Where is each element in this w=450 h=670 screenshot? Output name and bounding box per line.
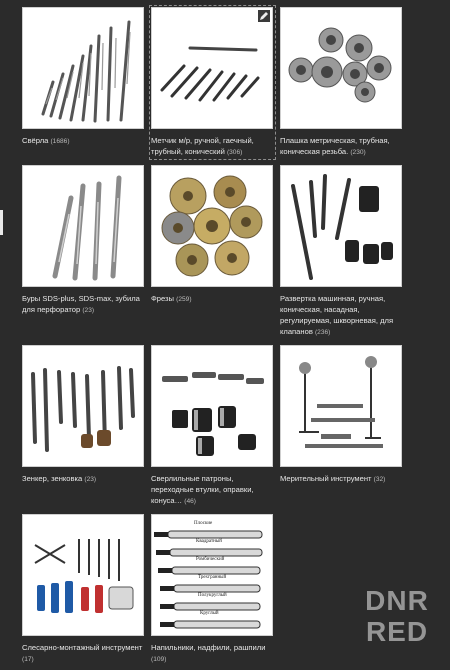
category-count: (46) — [184, 498, 197, 505]
category-caption-files[interactable] — [151, 642, 273, 665]
category-caption-fitting-tools[interactable] — [22, 642, 144, 665]
files-labels — [152, 515, 272, 635]
category-image-drills[interactable] — [22, 7, 144, 129]
category-caption-chucks[interactable] — [151, 473, 273, 507]
watermark-line-2: RED — [365, 616, 429, 647]
category-label[interactable]: Фрезы — [151, 294, 174, 303]
file-type-label: Трехгранный — [198, 575, 227, 580]
category-count: (1686) — [50, 138, 70, 145]
category-card-chucks[interactable] — [151, 345, 273, 507]
category-label[interactable]: Метчик м/р, ручной, гаечный, трубный, конический — [151, 136, 254, 156]
category-card-files[interactable] — [151, 514, 273, 665]
category-image-chucks[interactable] — [151, 345, 273, 467]
hover-outline — [149, 5, 276, 160]
side-tab[interactable] — [0, 210, 3, 235]
category-label[interactable]: Зенкер, зенковка — [22, 474, 83, 483]
category-label[interactable]: Плашка метрическая, трубная, коническая резьба. — [280, 136, 390, 156]
category-label[interactable]: Напильники, надфили, рашпили — [151, 643, 266, 652]
category-label[interactable]: Мерительный инструмент — [280, 474, 372, 483]
category-count: (306) — [226, 149, 243, 156]
file-type-label: Ромбический — [196, 557, 225, 562]
category-caption-measuring[interactable] — [280, 473, 402, 485]
category-count: (23) — [84, 476, 97, 483]
category-count: (230) — [350, 149, 366, 156]
watermark-line-1: DNR — [365, 585, 429, 616]
category-card-sds-bits[interactable] — [22, 165, 144, 316]
category-label[interactable]: Буры SDS-plus, SDS-max, зубила для перфоратор — [22, 294, 140, 314]
category-count: (236) — [314, 329, 331, 336]
file-type-label: Плоские — [194, 521, 213, 526]
file-type-label: Круглый — [200, 611, 219, 616]
category-caption-countersinks[interactable] — [22, 473, 144, 485]
category-label[interactable]: Свёрла — [22, 136, 49, 145]
file-type-label: Квадратный — [196, 539, 222, 544]
category-image-fitting-tools[interactable] — [22, 514, 144, 636]
category-card-countersinks[interactable] — [22, 345, 144, 485]
category-label[interactable]: Слесарно-монтажный инструмент — [22, 643, 143, 652]
category-label[interactable]: Развертка машинная, ручная, коническая, насадная, регулируемая, шкворневая, для клапанов — [280, 294, 394, 336]
category-image-sds-bits[interactable] — [22, 165, 144, 287]
category-caption-drills[interactable] — [22, 135, 144, 147]
category-card-dies[interactable] — [280, 7, 402, 158]
category-image-measuring[interactable] — [280, 345, 402, 467]
category-card-reamers[interactable] — [280, 165, 402, 338]
category-count: (23) — [82, 307, 95, 314]
file-type-label: Полукруглый — [198, 593, 227, 598]
category-card-mills[interactable] — [151, 165, 273, 305]
category-card-fitting-tools[interactable] — [22, 514, 144, 665]
category-caption-reamers[interactable] — [280, 293, 402, 338]
category-image-reamers[interactable] — [280, 165, 402, 287]
category-caption-mills[interactable] — [151, 293, 273, 305]
category-count: (109) — [151, 656, 167, 663]
category-card-drills[interactable] — [22, 7, 144, 147]
category-count: (32) — [373, 476, 386, 483]
watermark-logo — [358, 585, 436, 647]
category-caption-dies[interactable] — [280, 135, 402, 158]
category-label[interactable]: Сверлильные патроны, переходные втулки, оправки, конуса… — [151, 474, 254, 505]
category-image-countersinks[interactable] — [22, 345, 144, 467]
category-image-mills[interactable] — [151, 165, 273, 287]
category-card-measuring[interactable] — [280, 345, 402, 485]
category-image-files[interactable] — [151, 514, 273, 636]
category-count: (17) — [22, 656, 34, 663]
category-image-dies[interactable] — [280, 7, 402, 129]
category-caption-sds-bits[interactable] — [22, 293, 144, 316]
category-count: (259) — [176, 296, 192, 303]
